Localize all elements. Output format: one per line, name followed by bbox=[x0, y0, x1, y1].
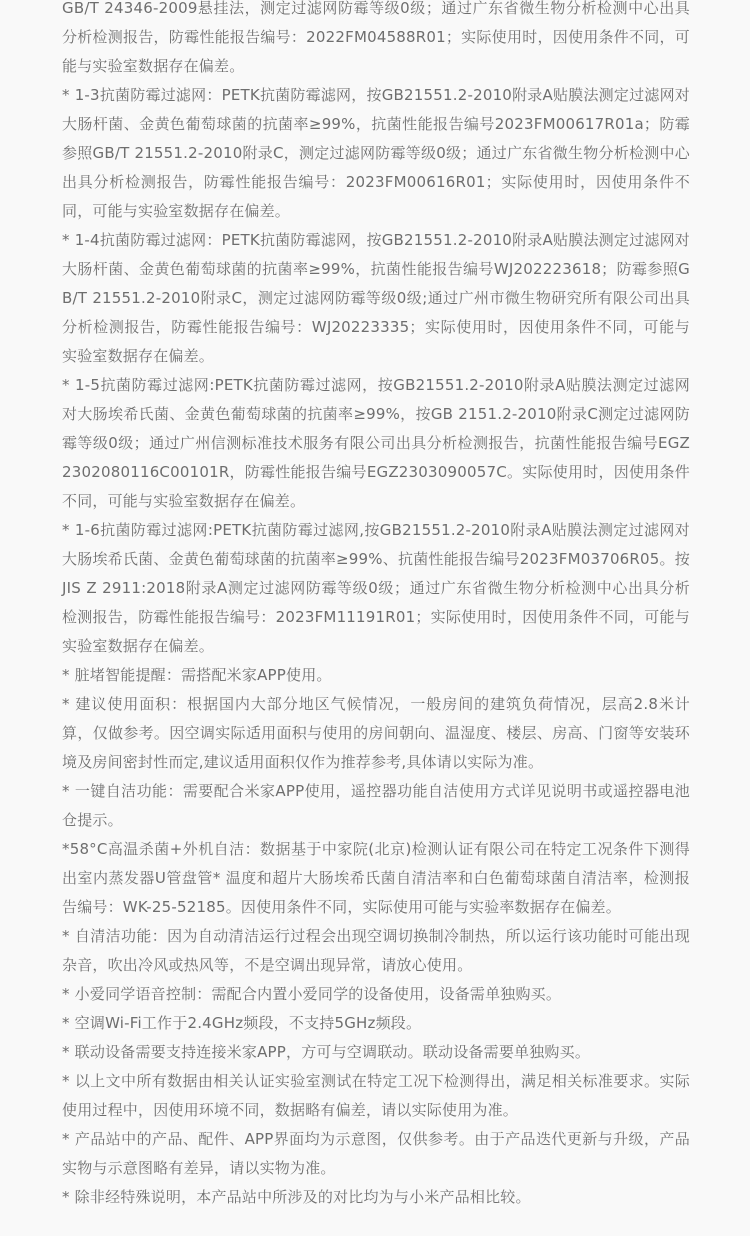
note-comparison-basis: * 除非经特殊说明，本产品站中所涉及的对比均为与小米产品相比较。 bbox=[62, 1188, 531, 1206]
note-self-cleaning: * 自清洁功能：因为自动清洁运行过程会出现空调切换制冷制热，所以运行该功能时可能出现杂音，吹出冷风或热风等，不是空调出现异常，请放心使用。 bbox=[62, 927, 690, 974]
note-illustrations: * 产品站中的产品、配件、APP界面均为示意图，仅供参考。由于产品迭代更新与升级，产品实物与示意图略有差异，请以实物为准。 bbox=[62, 1130, 690, 1177]
note-linked-devices: * 联动设备需要支持连接米家APP，方可与空调联动。联动设备需要单独购买。 bbox=[62, 1043, 591, 1061]
note-data-source: * 以上文中所有数据由相关认证实验室测试在特定工况下检测得出，满足相关标准要求。实际使用过程中，因使用环境不同，数据略有偏差，请以实际使用为准。 bbox=[62, 1072, 690, 1119]
note-wifi-band: * 空调Wi-Fi工作于2.4GHz频段，不支持5GHz频段。 bbox=[62, 1014, 422, 1032]
note-clog-reminder: * 脏堵智能提醒：需搭配米家APP使用。 bbox=[62, 666, 332, 684]
note-recommended-area: * 建议使用面积：根据国内大部分地区气候情况，一般房间的建筑负荷情况，层高2.8米计算，仅做参考。因空调实际适用面积与使用的房间朝向、温湿度、楼层、房高、门窗等安装环境及房间密封性而定,建议适用面积仅作为推荐参考,具体请以实际为准。 bbox=[62, 695, 690, 771]
note-filter-1-3: * 1-3抗菌防霉过滤网：PETK抗菌防霉滤网，按GB21551.2-2010附录A贴膜法测定过滤网对大肠杆菌、金黄色葡萄球菌的抗菌率≥99%，抗菌性能报告编号2023FM00617R01a；防霉参照GB/T 21551.2-2010附录C，测定过滤网防霉等级0级；通过广东省微生物分析检测中心出具分析检测报告，防霉性能报告编号：2023FM00616R01；实际使用时，因使用条件不同，可能与实验室数据存在偏差。 bbox=[62, 86, 690, 220]
note-filter-1-6: * 1-6抗菌防霉过滤网:PETK抗菌防霉过滤网,按GB21551.2-2010附录A贴膜法测定过滤网对大肠埃希氏菌、金黄色葡萄球菌的抗菌率≥99%、抗菌性能报告编号2023FM03706R05。按JIS Z 2911:2018附录A测定过滤网防霉等级0级；通过广东省微生物分析检测中心出具分析检测报告，防霉性能报告编号：2023FM11191R01；实际使用时，因使用条件不同，可能与实验室数据存在偏差。 bbox=[62, 521, 690, 655]
note-one-key-self-clean: * 一键自洁功能：需要配合米家APP使用，遥控器功能自洁使用方式详见说明书或遥控器电池仓提示。 bbox=[62, 782, 690, 829]
note-antimold-gb24346: GB/T 24346-2009悬挂法，测定过滤网防霉等级0级；通过广东省微生物分析检测中心出具分析检测报告，防霉性能报告编号：2022FM04588R01；实际使用时，因使用条件不同，可能与实验室数据存在偏差。 bbox=[62, 0, 690, 75]
note-xiaoai-voice-control: * 小爱同学语音控制：需配合内置小爱同学的设备使用，设备需单独购买。 bbox=[62, 985, 562, 1003]
note-high-temp-sterilization: *58°C高温杀菌+外机自洁：数据基于中家院(北京)检测认证有限公司在特定工况条件下测得出室内蒸发器U管盘管* 温度和超片大肠埃希氏菌自清洁率和白色葡萄球菌自清洁率，检测报告编号：WK-25-52185。因使用条件不同，实际使用可能与实验率数据存在偏差。 bbox=[62, 840, 690, 916]
note-filter-1-4: * 1-4抗菌防霉过滤网：PETK抗菌防霉滤网，按GB21551.2-2010附录A贴膜法测定过滤网对大肠杆菌、金黄色葡萄球菌的抗菌率≥99%，抗菌性能报告编号WJ202223618；防霉参照GB/T 21551.2-2010附录C，测定过滤网防霉等级0级;通过广州市微生物研究所有限公司出具分析检测报告，防霉性能报告编号：WJ20223335；实际使用时，因使用条件不同，可能与实验室数据存在偏差。 bbox=[62, 231, 690, 365]
note-filter-1-5: * 1-5抗菌防霉过滤网:PETK抗菌防霉过滤网，按GB21551.2-2010附录A贴膜法测定过滤网对大肠埃希氏菌、金黄色葡萄球菌的抗菌率≥99%，按GB 2151.2-2010附录C测定过滤网防霉等级0级；通过广州信测标准技术服务有限公司出具分析检测报告，抗菌性能报告编号EGZ2302080116C00101R，防霉性能报告编号EGZ2303090057C。实际使用时，因使用条件不同，可能与实验室数据存在偏差。 bbox=[62, 376, 690, 510]
